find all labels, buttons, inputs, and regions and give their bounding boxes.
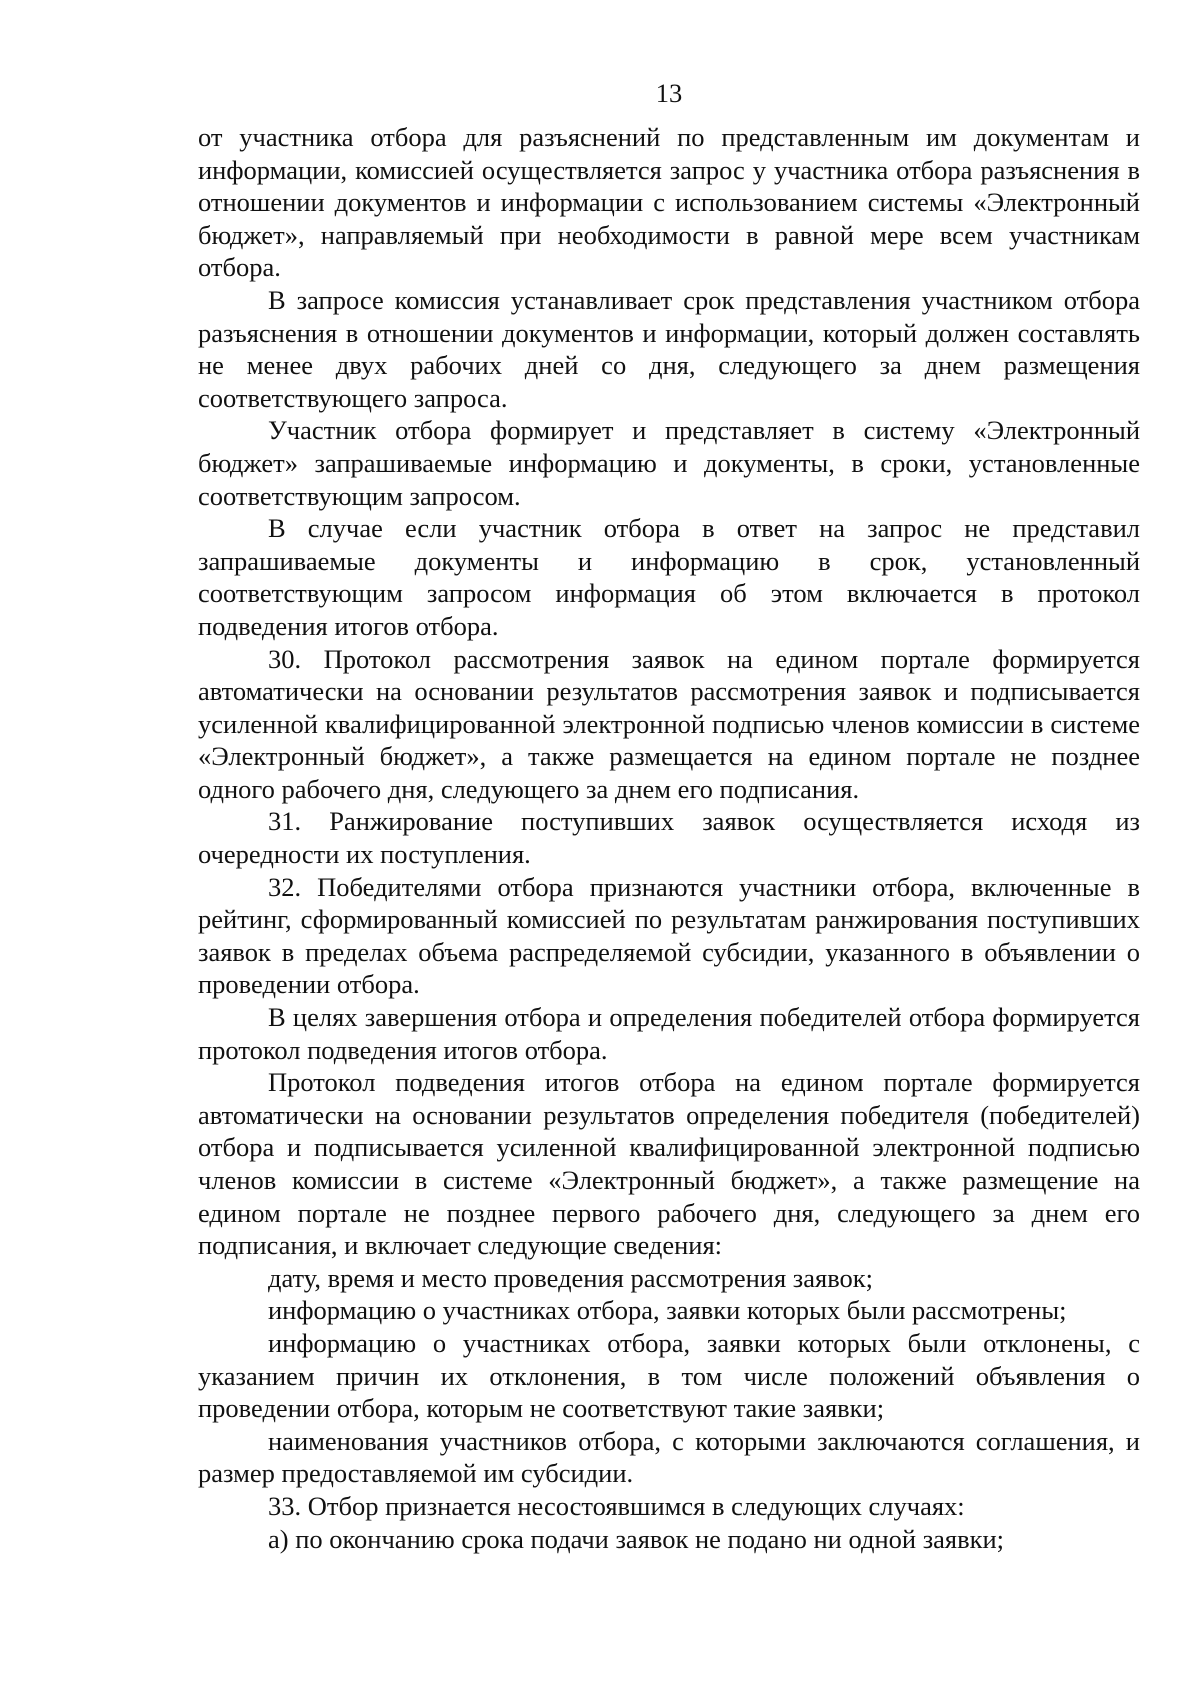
list-item-a: а) по окончанию срока подачи заявок не подано ни одной заявки; xyxy=(268,1523,1005,1554)
page-number: 13 xyxy=(655,78,683,108)
paragraph-item-31: 31. Ранжирование поступивших заявок осуществляется исходя из очередности их поступления. xyxy=(198,806,1140,870)
list-item-date-time: дату, время и место проведения рассмотрения заявок; xyxy=(268,1262,874,1293)
paragraph-no-response: В случае если участник отбора в ответ на запрос не представил запрашиваемые документы и информацию в срок, установленный соответствующим запросом информация об этом включается в протокол подведения итогов отбора. xyxy=(198,513,1140,641)
paragraph-item-33: 33. Отбор признается несостоявшимся в следующих случаях: xyxy=(268,1490,965,1521)
list-item-agreements: наименования участников отбора, с которыми заключаются соглашения, и размер предоставляемой им субсидии. xyxy=(198,1425,1140,1489)
list-item-reviewed: информацию о участниках отбора, заявки которых были рассмотрены; xyxy=(268,1295,1067,1326)
paragraph-request-deadline: В запросе комиссия устанавливает срок представления участником отбора разъяснения в отношении документов и информации, который должен составлять не менее двух рабочих дней со дня, следующего за днем размещения соответствующего запроса. xyxy=(198,284,1140,413)
paragraph-protocol-formation: Протокол подведения итогов отбора на едином портале формируется автоматически на основании результатов определения победителя (победителей) отбора и подписывается усиленной квалифицированной электронной подписью членов комиссии в системе «Электронный бюджет», а также размещение на едином портале не позднее первого рабочего дня, следующего за днем его подписания, и включает следующие сведения: xyxy=(198,1067,1140,1261)
paragraph-continuation: от участника отбора для разъяснений по представленным им документам и информации, комиссией осуществляется запрос у участника отбора разъяснения в отношении документов и информации с использованием системы «Электронный бюджет», направляемый при необходимости в равной мере всем участникам отбора. xyxy=(198,122,1140,283)
paragraph-item-32: 32. Победителями отбора признаются участники отбора, включенные в рейтинг, сформированный комиссией по результатам ранжирования поступивших заявок в пределах объема распределяемой субсидии, указанного в объявлении о проведении отбора. xyxy=(198,871,1140,1000)
list-item-rejected: информацию о участниках отбора, заявки которых были отклонены, с указанием причин их отклонения, в том числе положений объявления о проведении отбора, которым не соответствуют такие заявки; xyxy=(198,1327,1140,1424)
paragraph-participant-response: Участник отбора формирует и представляет в систему «Электронный бюджет» запрашиваемые информацию и документы, в сроки, установленные соответствующим запросом. xyxy=(198,415,1140,511)
paragraph-item-30: 30. Протокол рассмотрения заявок на едином портале формируется автоматически на основании результатов рассмотрения заявок и подписывается усиленной квалифицированной электронной подписью членов комиссии в системе «Электронный бюджет», а также размещается на едином портале не позднее одного рабочего дня, следующего за днем его подписания. xyxy=(198,643,1140,804)
document-body xyxy=(198,121,1140,1555)
paragraph-winners-protocol: В целях завершения отбора и определения победителей отбора формируется протокол подведения итогов отбора. xyxy=(198,1002,1140,1065)
